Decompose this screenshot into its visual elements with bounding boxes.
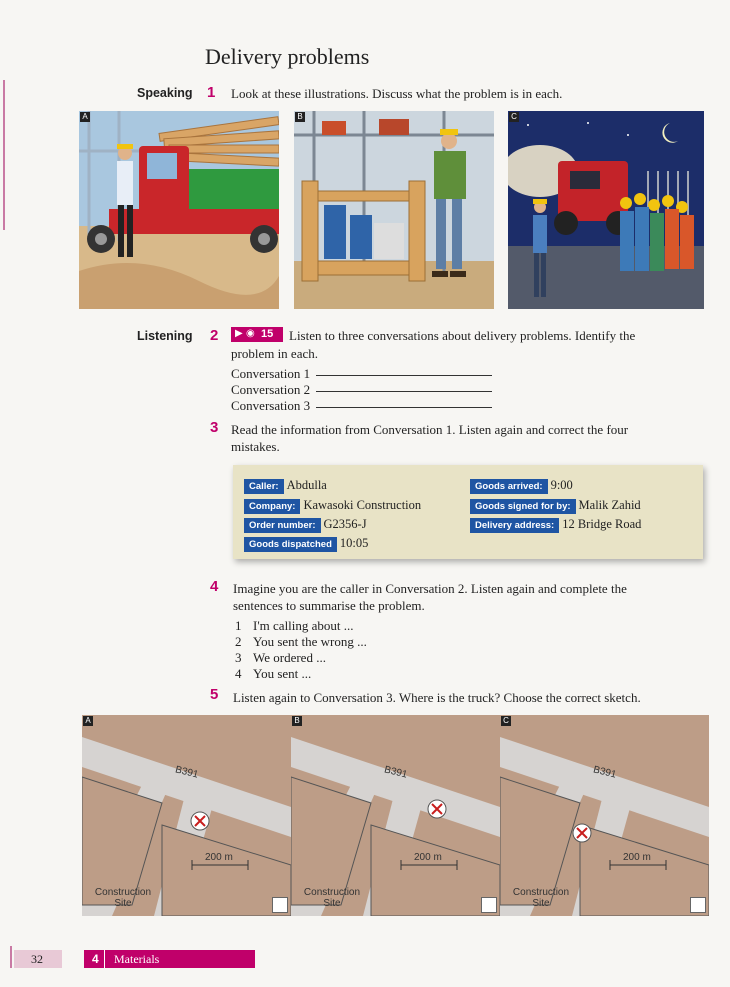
footer-unit-number: 4 [92, 952, 99, 966]
site-label-b-line2: Site [323, 898, 341, 909]
order-number-label: Order number: [244, 518, 321, 533]
scale-label-a: 200 m [205, 852, 233, 863]
listening-label: Listening [137, 329, 193, 343]
play-icon: ▶ [235, 328, 243, 339]
delivery-address-value: 12 Bridge Road [562, 517, 642, 531]
exercise-5-instruction: Listen again to Conversation 3. Where is the truck? Choose the correct sketch. [233, 690, 641, 705]
sketch-b-checkbox[interactable] [481, 897, 497, 913]
goods-arrived-label: Goods arrived: [470, 479, 548, 494]
illustration-letter-c: C [509, 112, 519, 122]
exercise-3-instruction-line2: mistakes. [231, 439, 280, 454]
item-1-text: I'm calling about ... [253, 618, 354, 633]
goods-dispatched-value: 10:05 [339, 536, 369, 550]
sketch-c-checkbox[interactable] [690, 897, 706, 913]
exercise-4-item-3 [235, 649, 326, 666]
sketch-letter-c: C [501, 716, 511, 726]
site-label-c-line2: Site [532, 898, 550, 909]
margin-accent [3, 80, 5, 230]
exercise-4-number: 4 [210, 578, 219, 595]
site-label-b-line1: Construction [303, 887, 361, 898]
delivery-address-label: Delivery address: [470, 518, 559, 533]
conversation-2-blank[interactable] [316, 391, 492, 392]
page-title: Delivery problems [205, 44, 370, 69]
exercise-2-instruction-line1: Listen to three conversations about delivery problems. Identify the [289, 328, 636, 343]
sketch-b[interactable] [291, 715, 500, 916]
sketch-a-checkbox[interactable] [272, 897, 288, 913]
goods-dispatched-label: Goods dispatched [244, 537, 337, 552]
site-label-a-line2: Site [114, 898, 132, 909]
conversation-1-label: Conversation 1 [231, 366, 311, 381]
item-3-number: 3 [235, 650, 242, 665]
exercise-5-number: 5 [210, 686, 219, 703]
item-2-text: You sent the wrong ... [253, 634, 367, 649]
footer-accent [10, 946, 12, 968]
exercise-4-instruction-line1: Imagine you are the caller in Conversation 2. Listen again and complete the [233, 581, 627, 596]
goods-dispatched-row [244, 534, 368, 552]
exercise-4-item-1 [235, 617, 354, 634]
illustration-a [79, 111, 279, 309]
conversation-2-row [231, 381, 492, 398]
road-label-c: B391 [592, 764, 618, 781]
sketch-letter-a: A [83, 716, 93, 726]
company-label: Company: [244, 499, 300, 514]
exercise-2-number: 2 [210, 327, 219, 344]
item-2-number: 2 [235, 634, 242, 649]
illustration-letter-b: B [295, 112, 305, 122]
caller-row [244, 476, 327, 494]
cd-icon: ◉ [246, 328, 255, 339]
order-note-card [233, 465, 703, 559]
illustration-letter-a: A [80, 112, 90, 122]
track-number: 15 [261, 328, 274, 340]
site-label-c [508, 887, 574, 909]
signed-for-row [470, 496, 641, 514]
footer-section: Materials [114, 952, 160, 966]
page-number-box [14, 950, 62, 968]
site-label-a [90, 887, 156, 909]
page-number: 32 [31, 952, 43, 966]
exercise-3-number: 3 [210, 419, 219, 436]
company-value: Kawasoki Construction [303, 498, 422, 512]
exercise-3-instruction-line1: Read the information from Conversation 1. Listen again and correct the four [231, 422, 629, 437]
conversation-1-row [231, 365, 492, 382]
exercise-4-item-2 [235, 633, 367, 650]
caller-value: Abdulla [286, 478, 327, 492]
site-label-b [299, 887, 365, 909]
exercise-2-instruction-line2: problem in each. [231, 346, 318, 361]
goods-arrived-value: 9:00 [550, 478, 573, 492]
exercise-1-number: 1 [207, 84, 216, 101]
road-label-a: B391 [174, 764, 200, 781]
illustration-b [294, 111, 494, 309]
conversation-2-label: Conversation 2 [231, 382, 311, 397]
illustration-c [508, 111, 704, 309]
item-3-text: We ordered ... [253, 650, 326, 665]
speaking-label: Speaking [137, 86, 193, 100]
signed-for-label: Goods signed for by: [470, 499, 576, 514]
conversation-3-row [231, 397, 492, 414]
order-number-row [244, 515, 367, 533]
road-label-b: B391 [383, 764, 409, 781]
delivery-address-row [470, 515, 641, 533]
footer-unit-bar [84, 950, 255, 968]
conversation-3-label: Conversation 3 [231, 398, 311, 413]
order-number-value: G2356-J [323, 517, 367, 531]
caller-label: Caller: [244, 479, 284, 494]
sketch-a[interactable] [82, 715, 291, 916]
footer-divider [104, 950, 105, 968]
scale-label-b: 200 m [414, 852, 442, 863]
sketch-c[interactable] [500, 715, 709, 916]
item-1-number: 1 [235, 618, 242, 633]
signed-for-value: Malik Zahid [578, 498, 641, 512]
goods-arrived-row [470, 476, 573, 494]
site-label-c-line1: Construction [512, 887, 570, 898]
item-4-number: 4 [235, 666, 242, 681]
audio-track-badge[interactable] [231, 327, 283, 342]
exercise-4-item-4 [235, 665, 311, 682]
site-label-a-line1: Construction [94, 887, 152, 898]
conversation-1-blank[interactable] [316, 375, 492, 376]
exercise-4-instruction-line2: sentences to summarise the problem. [233, 598, 425, 613]
scale-label-c: 200 m [623, 852, 651, 863]
sketch-letter-b: B [292, 716, 302, 726]
company-row [244, 496, 421, 514]
conversation-3-blank[interactable] [316, 407, 492, 408]
exercise-1-instruction: Look at these illustrations. Discuss what the problem is in each. [231, 86, 563, 101]
item-4-text: You sent ... [253, 666, 312, 681]
